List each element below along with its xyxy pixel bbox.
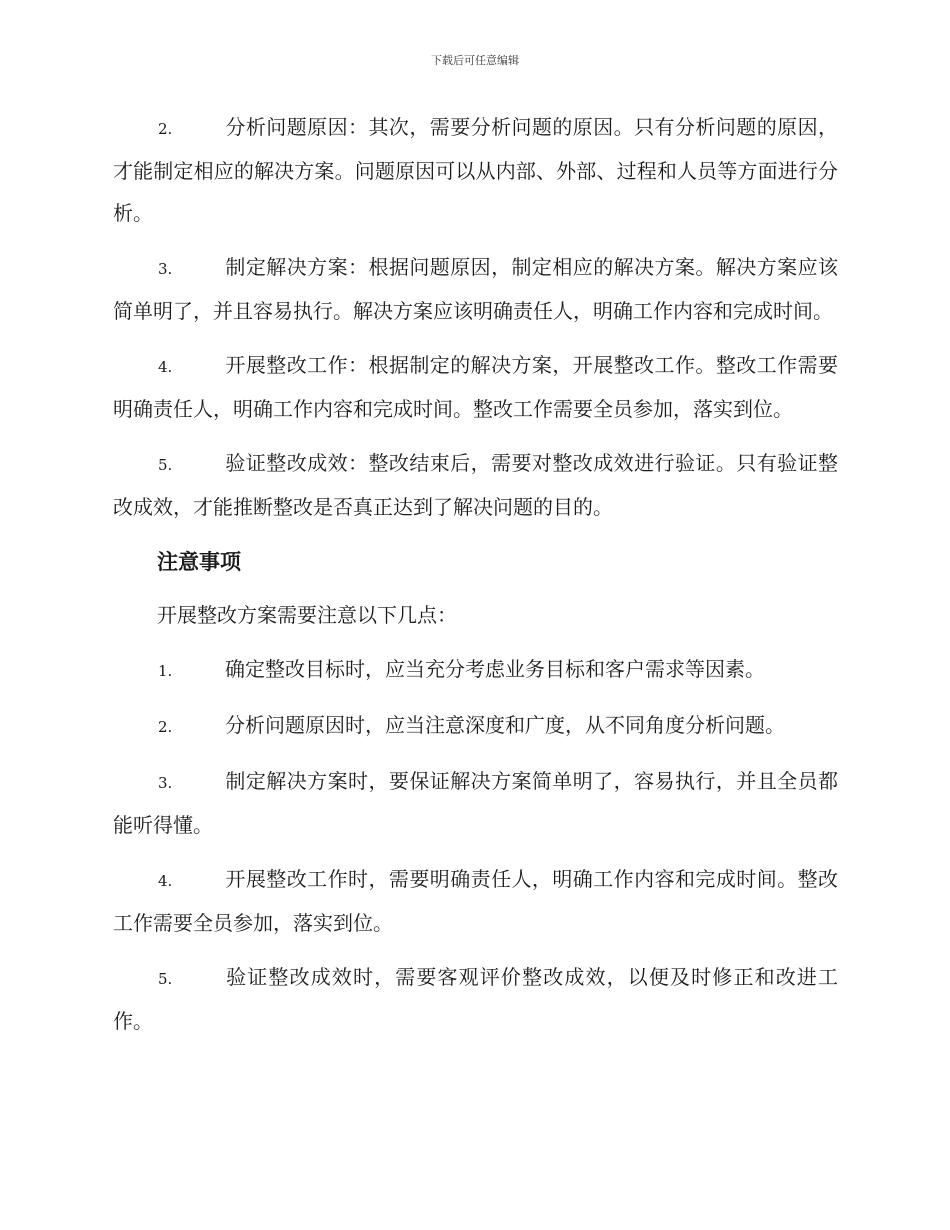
note-number: 2. bbox=[158, 718, 173, 736]
notes-intro: 开展整改方案需要注意以下几点： bbox=[157, 603, 457, 627]
step-text: 制定解决方案：根据问题原因，制定相应的解决方案。解决方案应该简单明了，并且容易执行。解决方案应该明确责任人，明确工作内容和完成时间。 bbox=[113, 255, 838, 323]
step-item-3 bbox=[113, 246, 838, 332]
note-number: 5. bbox=[158, 970, 173, 988]
step-text: 开展整改工作：根据制定的解决方案，开展整改工作。整改工作需要明确责任人，明确工作内容和完成时间。整改工作需要全员参加，落实到位。 bbox=[113, 353, 838, 421]
note-number: 4. bbox=[158, 872, 173, 890]
note-text: 开展整改工作时，需要明确责任人，明确工作内容和完成时间。整改工作需要全员参加，落实到位。 bbox=[113, 867, 838, 935]
section-title-notes: 注意事项 bbox=[157, 550, 241, 574]
page-header: 下载后可任意编辑 bbox=[431, 54, 519, 67]
document-body bbox=[113, 106, 838, 1042]
note-number: 1. bbox=[158, 662, 173, 680]
note-text: 制定解决方案时，要保证解决方案简单明了，容易执行，并且全员都能听得懂。 bbox=[113, 769, 838, 837]
step-number: 2. bbox=[158, 120, 173, 138]
note-text: 确定整改目标时，应当充分考虑业务目标和客户需求等因素。 bbox=[225, 657, 765, 681]
note-text: 验证整改成效时，需要客观评价整改成效，以便及时修正和改进工作。 bbox=[113, 965, 838, 1033]
step-item-4 bbox=[113, 344, 838, 430]
step-item-2 bbox=[113, 106, 838, 234]
step-text: 验证整改成效：整改结束后，需要对整改成效进行验证。只有验证整改成效，才能推断整改是否真正达到了解决问题的目的。 bbox=[113, 451, 838, 519]
step-number: 4. bbox=[158, 358, 173, 376]
note-item-5 bbox=[113, 956, 838, 1042]
step-text: 分析问题原因：其次，需要分析问题的原因。只有分析问题的原因，才能制定相应的解决方案。问题原因可以从内部、外部、过程和人员等方面进行分析。 bbox=[113, 115, 838, 225]
step-number: 3. bbox=[158, 260, 173, 278]
note-item-4 bbox=[113, 858, 838, 944]
note-number: 3. bbox=[158, 774, 173, 792]
note-item-1 bbox=[113, 648, 838, 692]
step-number: 5. bbox=[158, 456, 173, 474]
step-item-5 bbox=[113, 442, 838, 528]
note-item-3 bbox=[113, 760, 838, 846]
note-text: 分析问题原因时，应当注意深度和广度，从不同角度分析问题。 bbox=[225, 713, 785, 737]
note-item-2 bbox=[113, 704, 838, 748]
